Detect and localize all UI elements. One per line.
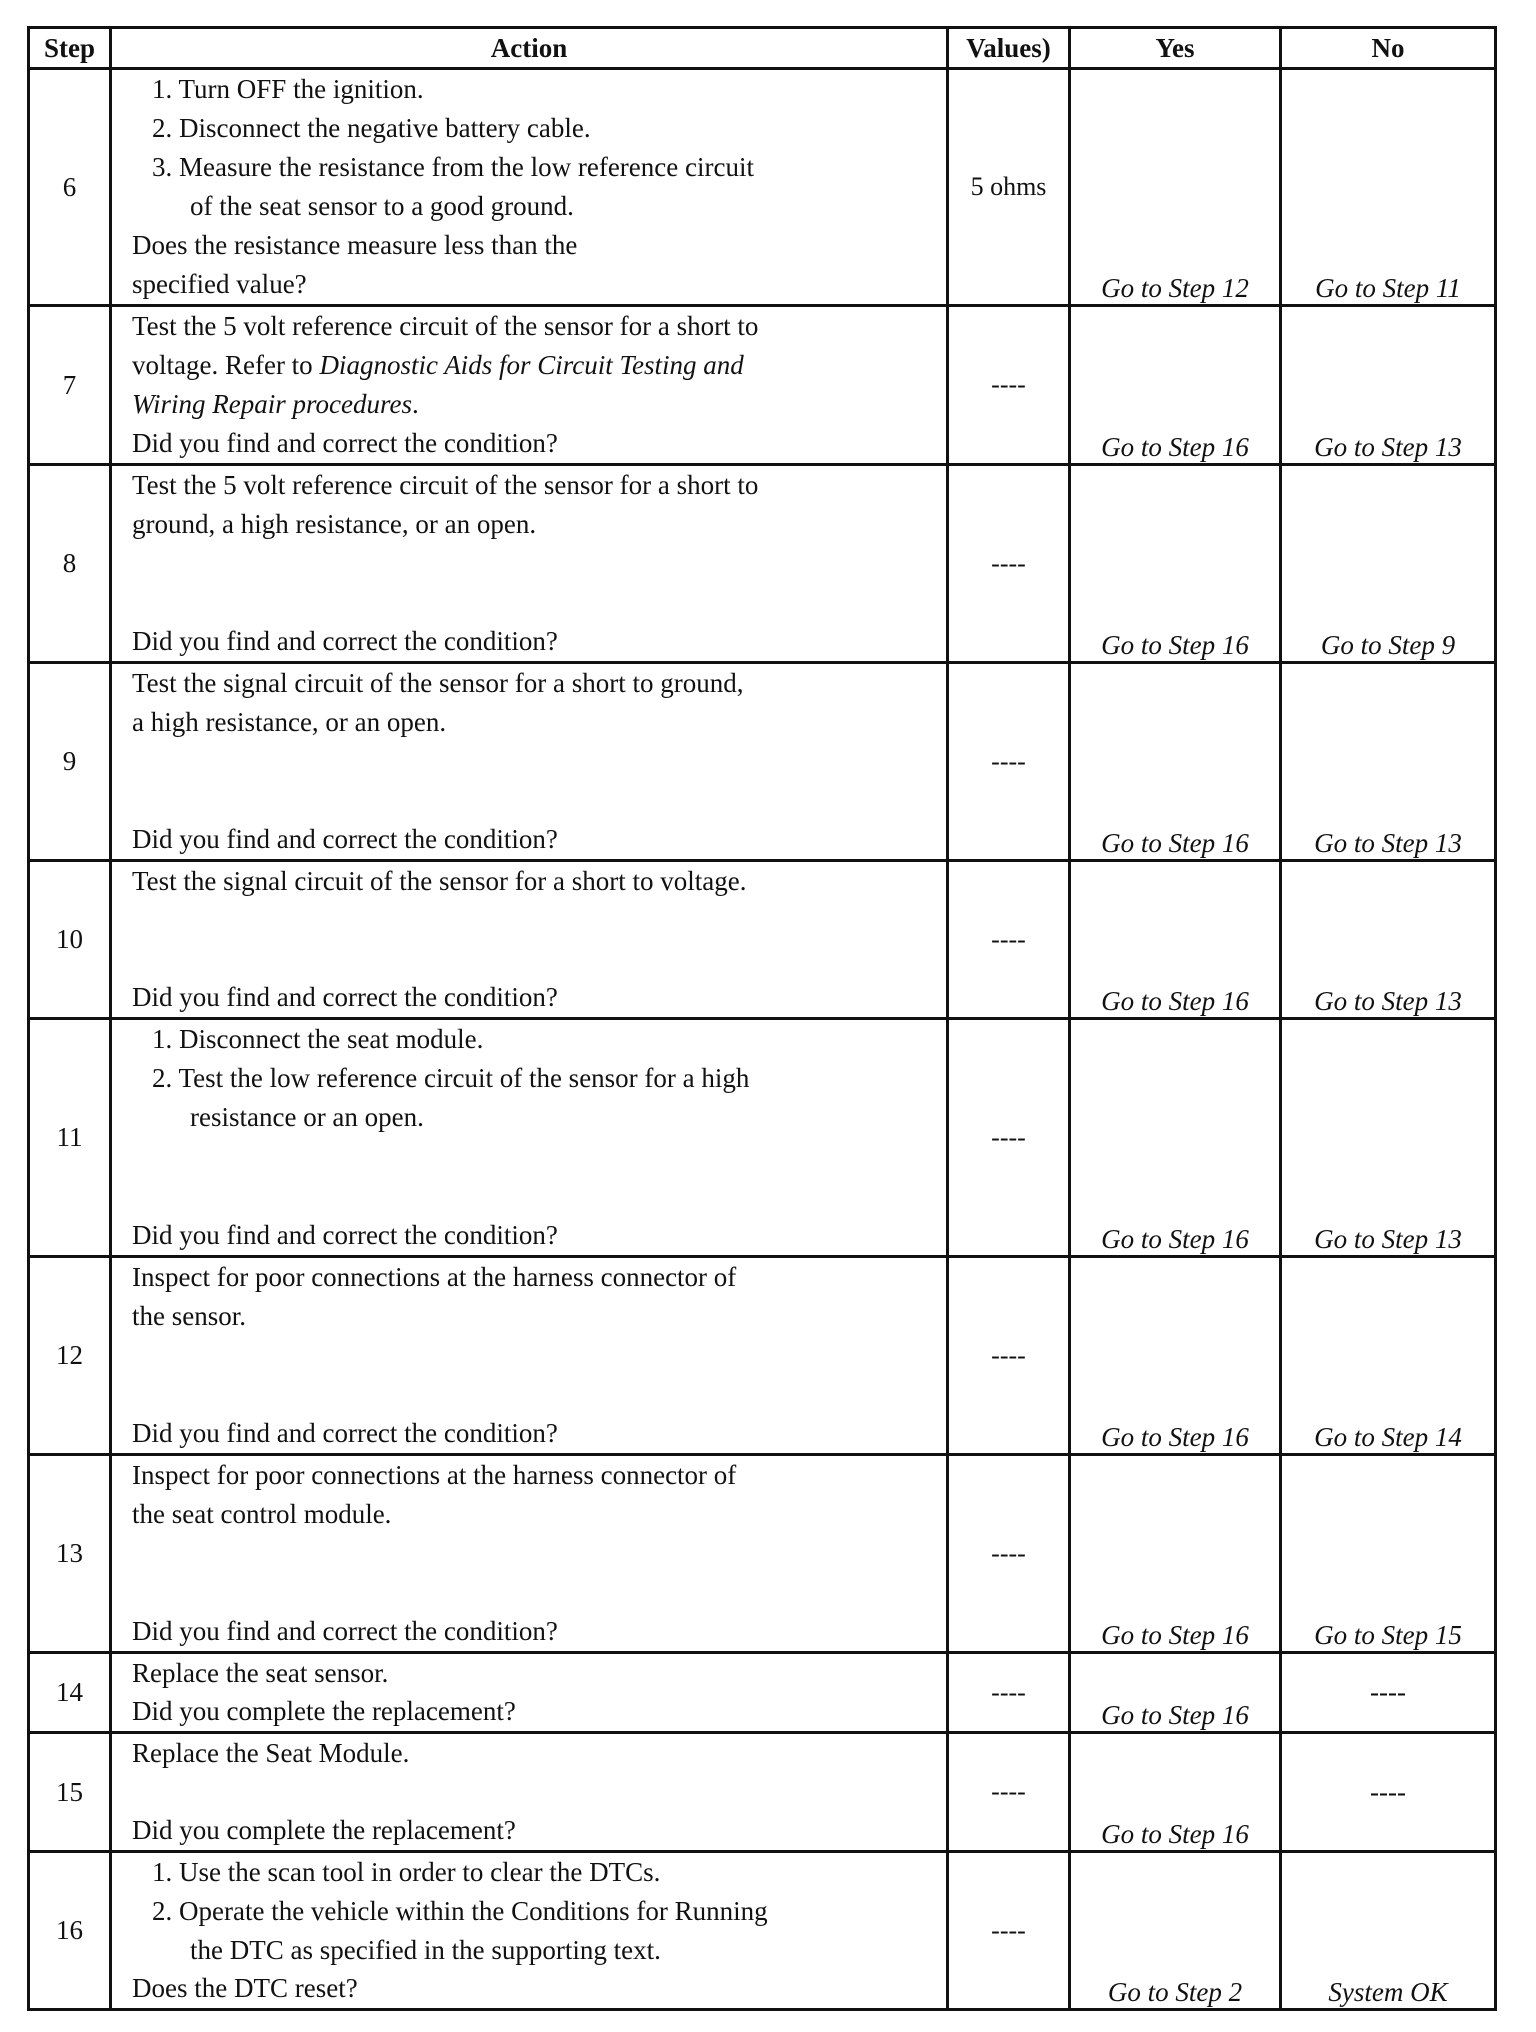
action-question: Did you complete the replacement? xyxy=(132,1696,516,1726)
step-number: 7 xyxy=(29,306,111,465)
action-line: Replace the Seat Module. xyxy=(132,1738,410,1768)
no-cell: System OK xyxy=(1281,1852,1496,2010)
value-cell: ---- xyxy=(948,663,1070,861)
action-question: Did you find and correct the condition? xyxy=(132,824,558,854)
no-cell: Go to Step 15 xyxy=(1281,1455,1496,1653)
yes-cell: Go to Step 12 xyxy=(1070,69,1281,306)
value-cell: ---- xyxy=(948,1019,1070,1257)
action-line: of the seat sensor to a good ground. xyxy=(190,191,574,221)
yes-cell: Go to Step 16 xyxy=(1070,1257,1281,1455)
no-cell: Go to Step 9 xyxy=(1281,465,1496,663)
action-line: Test the signal circuit of the sensor for a short to voltage. xyxy=(132,866,747,896)
action-line: Wiring Repair procedures. xyxy=(132,389,419,419)
no-cell: ---- xyxy=(1281,1733,1496,1852)
yes-cell: Go to Step 16 xyxy=(1070,1653,1281,1733)
step-number: 11 xyxy=(29,1019,111,1257)
step-number: 10 xyxy=(29,861,111,1019)
table-row xyxy=(29,465,1496,663)
no-cell: Go to Step 13 xyxy=(1281,663,1496,861)
table-row xyxy=(29,306,1496,465)
step-number: 13 xyxy=(29,1455,111,1653)
action-question: Did you find and correct the condition? xyxy=(132,626,558,656)
action-question: Did you find and correct the condition? xyxy=(132,1616,558,1646)
action-line: 2. Test the low reference circuit of the sensor for a high xyxy=(152,1063,750,1093)
table-row xyxy=(29,1653,1496,1733)
value-cell: ---- xyxy=(948,306,1070,465)
no-cell: Go to Step 13 xyxy=(1281,306,1496,465)
action-line: 2. Disconnect the negative battery cable. xyxy=(152,113,591,143)
table-row xyxy=(29,861,1496,1019)
action-cell xyxy=(111,1455,948,1653)
reference-link-text: Wiring Repair procedures xyxy=(132,389,412,419)
action-cell xyxy=(111,1019,948,1257)
action-line: 2. Operate the vehicle within the Conditions for Running xyxy=(152,1896,768,1926)
no-cell: Go to Step 11 xyxy=(1281,69,1496,306)
no-cell: Go to Step 13 xyxy=(1281,1019,1496,1257)
table-row xyxy=(29,1733,1496,1852)
action-line: 1. Disconnect the seat module. xyxy=(152,1024,484,1054)
action-cell xyxy=(111,69,948,306)
value-cell: ---- xyxy=(948,1455,1070,1653)
action-line: resistance or an open. xyxy=(190,1102,424,1132)
yes-cell: Go to Step 2 xyxy=(1070,1852,1281,2010)
no-cell: ---- xyxy=(1281,1653,1496,1733)
action-line: Replace the seat sensor. xyxy=(132,1658,389,1688)
yes-cell: Go to Step 16 xyxy=(1070,663,1281,861)
action-cell xyxy=(111,1653,948,1733)
step-number: 15 xyxy=(29,1733,111,1852)
action-question: Did you find and correct the condition? xyxy=(132,1418,558,1448)
action-line: a high resistance, or an open. xyxy=(132,707,447,737)
header-values: Values) xyxy=(948,28,1070,69)
action-cell xyxy=(111,1257,948,1455)
action-line: Inspect for poor connections at the harness connector of xyxy=(132,1262,737,1292)
diagnostic-table xyxy=(27,26,1497,2011)
step-number: 16 xyxy=(29,1852,111,2010)
value-cell: ---- xyxy=(948,1257,1070,1455)
action-line: the sensor. xyxy=(132,1301,246,1331)
header-no: No xyxy=(1281,28,1496,69)
table-row xyxy=(29,663,1496,861)
step-number: 12 xyxy=(29,1257,111,1455)
yes-cell: Go to Step 16 xyxy=(1070,1733,1281,1852)
action-line: voltage. Refer to Diagnostic Aids for Circuit Testing and xyxy=(132,350,744,380)
action-cell xyxy=(111,1733,948,1852)
no-cell: Go to Step 14 xyxy=(1281,1257,1496,1455)
action-question: Did you find and correct the condition? xyxy=(132,982,558,1012)
header-row xyxy=(29,28,1496,69)
action-line: Test the 5 volt reference circuit of the sensor for a short to xyxy=(132,311,759,341)
action-cell xyxy=(111,465,948,663)
action-line: the DTC as specified in the supporting text. xyxy=(190,1935,661,1965)
table-row xyxy=(29,1019,1496,1257)
action-question: Does the resistance measure less than the specified value? xyxy=(132,230,578,299)
action-line: ground, a high resistance, or an open. xyxy=(132,509,537,539)
value-cell: ---- xyxy=(948,1653,1070,1733)
action-line: 1. Turn OFF the ignition. xyxy=(152,74,424,104)
yes-cell: Go to Step 16 xyxy=(1070,306,1281,465)
table-row xyxy=(29,1455,1496,1653)
step-number: 8 xyxy=(29,465,111,663)
value-cell: ---- xyxy=(948,1852,1070,2010)
step-number: 9 xyxy=(29,663,111,861)
yes-cell: Go to Step 16 xyxy=(1070,465,1281,663)
yes-cell: Go to Step 16 xyxy=(1070,1455,1281,1653)
action-cell xyxy=(111,663,948,861)
value-cell: ---- xyxy=(948,1733,1070,1852)
action-question: Did you find and correct the condition? xyxy=(132,1220,558,1250)
action-line: the seat control module. xyxy=(132,1499,392,1529)
step-number: 14 xyxy=(29,1653,111,1733)
action-line: Test the 5 volt reference circuit of the sensor for a short to xyxy=(132,470,759,500)
action-line: 3. Measure the resistance from the low reference circuit xyxy=(152,152,754,182)
action-line: Inspect for poor connections at the harness connector of xyxy=(132,1460,737,1490)
action-line: 1. Use the scan tool in order to clear the DTCs. xyxy=(152,1857,661,1887)
action-cell xyxy=(111,306,948,465)
table-row xyxy=(29,69,1496,306)
step-number: 6 xyxy=(29,69,111,306)
action-question: Did you find and correct the condition? xyxy=(132,428,558,458)
reference-link-text: Diagnostic Aids for Circuit Testing and xyxy=(319,350,744,380)
value-cell: ---- xyxy=(948,861,1070,1019)
value-cell: ---- xyxy=(948,465,1070,663)
table-row xyxy=(29,1852,1496,2010)
action-question: Does the DTC reset? xyxy=(132,1973,358,2003)
no-cell: Go to Step 13 xyxy=(1281,861,1496,1019)
action-line: Test the signal circuit of the sensor for a short to ground, xyxy=(132,668,744,698)
header-step: Step xyxy=(29,28,111,69)
yes-cell: Go to Step 16 xyxy=(1070,861,1281,1019)
value-cell: 5 ohms xyxy=(948,69,1070,306)
header-action: Action xyxy=(111,28,948,69)
yes-cell: Go to Step 16 xyxy=(1070,1019,1281,1257)
table-row xyxy=(29,1257,1496,1455)
action-cell xyxy=(111,861,948,1019)
action-question: Did you complete the replacement? xyxy=(132,1815,516,1845)
header-yes: Yes xyxy=(1070,28,1281,69)
action-cell xyxy=(111,1852,948,2010)
